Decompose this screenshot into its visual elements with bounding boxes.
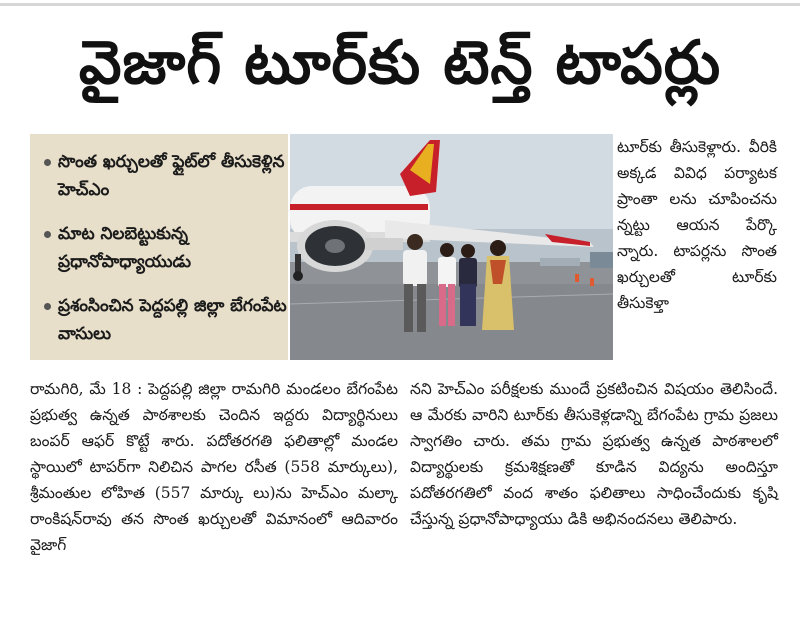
bullet-icon [44, 231, 51, 238]
article-column-top-right: టూర్‌కు తీసుకెళ్లారు. వీరికి అక్కడ వివిధ పర్యాటక ప్రాంతా లను చూపించను న్నట్టు ఆయన పేర్కొ న్నారు. టాపర్లను సొంత ఖర్చులతో టూర్‌కు తీసుకెళ్తా [617, 138, 777, 312]
highlight-item [44, 292, 294, 348]
article-column-right: నని హెచ్‌ఎం పరీక్షలకు ముందే ప్రకటించిన విషయం తెలిసిందే. ఆ మేరకు వారిని టూర్‌కు తీసుకెళ్లడాన్ని బేగంపేట గ్రామ ప్రజలు స్వాగతిం చారు. తమ గ్రామ ప్రభుత్వ ఉన్నత పాఠశాలలో విద్యార్థులకు క్రమశిక్షణతో కూడిన విద్యను అందిస్తూ పదోతరగతిలో వంద శాతం ఫలితాలు సాధించేందుకు కృషి చేస్తున్న ప్రధానోపాధ్యాయు డికి అభినందనలు తెలిపారు. [410, 380, 778, 528]
article-column-left: రామగిరి, మే 18 : పెద్దపల్లి జిల్లా రామగిరి మండలం బేగంపేట ప్రభుత్వ ఉన్నత పాఠశాలకు చెందిన ఇద్దరు విద్యార్థినులు బంపర్ ఆఫర్ కొట్టే శారు. పదోతరగతి ఫలితాల్లో మండల స్థాయిలో టాపర్‌గా నిలిచిన పాగల రసీత (558 మార్కులు), శ్రీమంతుల లోహిత (557 మార్కు లు)ను హెచ్‌ఎం మల్కా రాంకిషన్‌రావు తన సొంత ఖర్చులతో విమానంలో ఆదివారం వైజాగ్ [30, 380, 398, 554]
highlight-text: ప్రశంసించిన పెద్దపల్లి జిల్లా బేగంపేట వాసులు [58, 296, 287, 344]
highlights-box [30, 134, 288, 360]
airport-photo-illustration [290, 134, 613, 360]
highlight-text: మాట నిలబెట్టుకున్న ప్రధానోపాధ్యాయుడు [58, 224, 191, 272]
bullet-icon [44, 303, 51, 310]
highlight-text: సొంత ఖర్చులతో ఫ్లైట్‌లో తీసుకెళ్లిన హెచ్‌ఎం [58, 152, 285, 200]
top-rule [0, 3, 800, 6]
headline: వైజాగ్ టూర్‌కు టెన్త్ టాపర్లు [78, 28, 722, 98]
bullet-icon [44, 159, 51, 166]
highlight-item [44, 148, 294, 204]
news-photo [290, 134, 613, 360]
highlight-item [44, 220, 294, 276]
